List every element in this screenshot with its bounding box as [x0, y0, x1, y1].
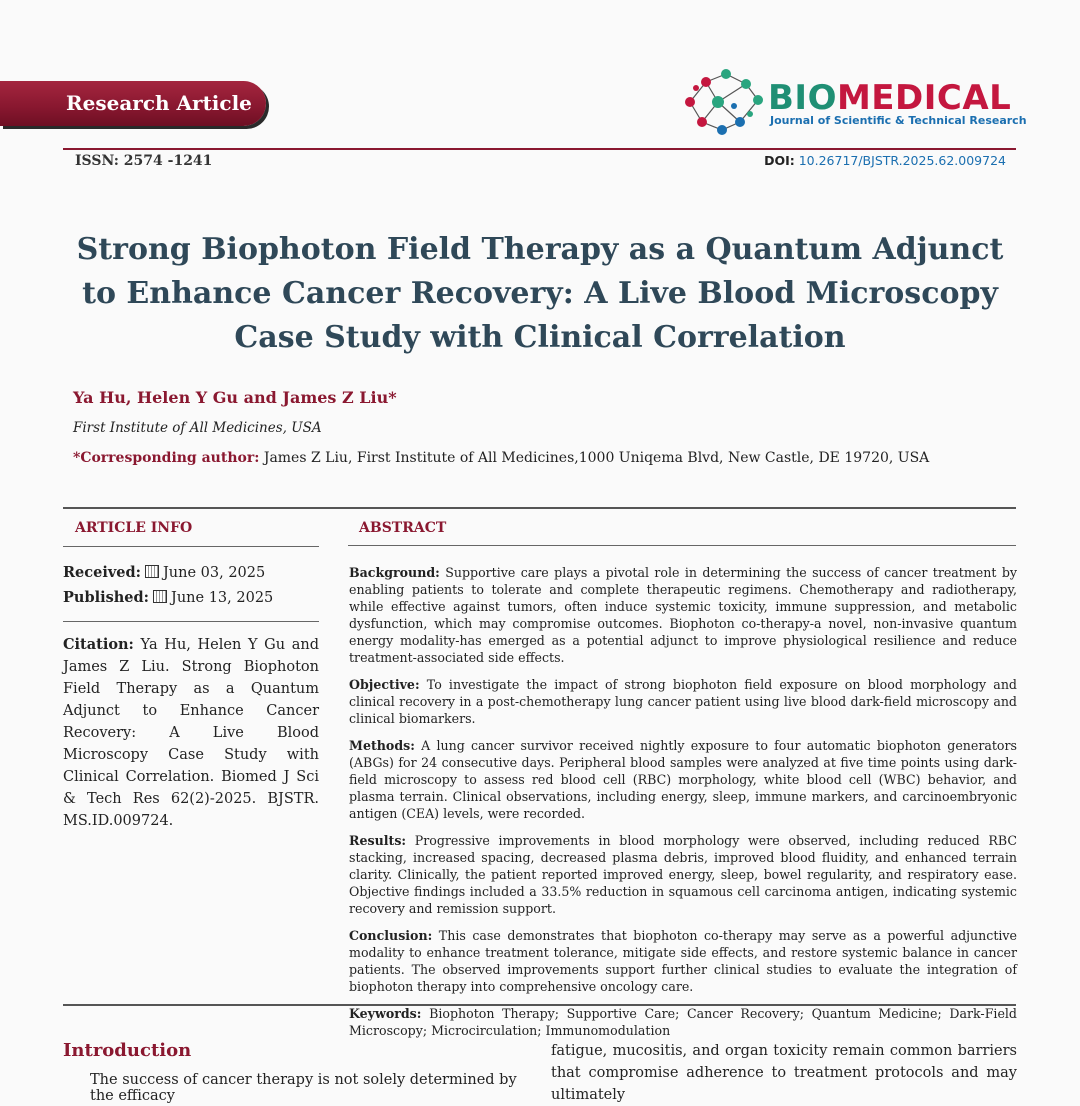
introduction-left-text: The success of cancer therapy is not solely determined by the efficacy	[90, 1072, 517, 1104]
abstract-background: Background: Supportive care plays a pivotal role in determining the success of cancer treatment by enabling patients to tolerate and complete therapeutic regimens. Chemotherapy and radiotherapy, while effective against tumors, often induce systemic toxicity, immune suppression, and metabolic dysfunction, which may compromise outcomes. Biophoton co-therapy-a novel, non-invasive quantum energy modality-has emerged as a potential adjunct to improve physiological resilience and reduce treatment-associated side effects.	[349, 565, 1017, 665]
journal-logo-subtitle: Journal of Scientific & Technical Research	[770, 114, 1027, 127]
abstract-results: Results: Progressive improvements in blood morphology were observed, including reduced RBC stacking, increased spacing, decreased plasma debris, improved blood fluidity, and enhanced terrain clarity. Clinically, the patient reported improved energy, sleep, bowel regularity, and respiratory ease. Objective findings included a 33.5% reduction in squamous cell carcinoma antigen, indicating systemic recovery and remission support.	[349, 833, 1017, 916]
received-date-row	[63, 564, 265, 581]
received-label: Received:	[63, 564, 141, 581]
abstract-conclusion: Conclusion: This case demonstrates that biophoton co-therapy may serve as a powerful adjunctive modality to enhance treatment tolerance, mitigate side effects, and restore systemic balance in cancer patients. The observed improvements support further clinical studies to evaluate the integration of biophoton therapy into comprehensive oncology care.	[349, 928, 1017, 994]
published-label: Published:	[63, 589, 150, 606]
article-type-badge	[0, 81, 266, 126]
published-date-row	[63, 589, 273, 606]
received-date: June 03, 2025	[162, 565, 266, 581]
abstract-body	[349, 564, 1017, 1049]
corresponding-text: James Z Liu, First Institute of All Medicines,1000 Uniqema Blvd, New Castle, DE 19720, USA	[259, 450, 930, 466]
affiliation: First Institute of All Medicines, USA	[73, 420, 322, 436]
introduction-heading: Introduction	[63, 1040, 192, 1061]
paper-title: Strong Biophoton Field Therapy as a Quantum Adjunct to Enhance Cancer Recovery: A Live Blood Microscopy Case Study with Clinical Correlation	[76, 232, 1004, 355]
article-info-divider	[63, 546, 319, 547]
calendar-icon	[145, 565, 159, 578]
journal-logo-wordmark: BIOMEDICAL	[768, 78, 1012, 118]
published-date: June 13, 2025	[171, 590, 274, 606]
citation-text: Ya Hu, Helen Y Gu and James Z Liu. Strong Biophoton Field Therapy as a Quantum Adjunct to Enhance Cancer Recovery: A Live Blood Microscopy Case Study with Clinical Correlation. Biomed J Sci & Tech Res 62(2)-2025. BJSTR. MS.ID.009724.	[63, 637, 319, 829]
authors: Ya Hu, Helen Y Gu and James Z Liu*	[73, 388, 397, 407]
abstract-bottom-divider	[63, 1004, 1016, 1006]
calendar-icon	[153, 590, 167, 603]
issn: ISSN: 2574 -1241	[75, 153, 213, 169]
citation-label: Citation:	[63, 636, 134, 653]
doi	[764, 153, 1006, 168]
abstract-keywords: Keywords: Biophoton Therapy; Supportive Care; Cancer Recovery; Quantum Medicine; Dark-Field Microscopy; Microcirculation; Immunomodulation	[349, 1006, 1017, 1038]
abstract-methods: Methods: A lung cancer survivor received nightly exposure to four automatic biophoton generators (ABGs) for 24 consecutive days. Peripheral blood samples were analyzed at five time points using dark-field microscopy to assess red blood cell (RBC) morphology, white blood cell (WBC) behavior, and plasma terrain. Clinical observations, including energy, sleep, immune markers, and carcinoembryonic antigen (CEA) levels, were recorded.	[349, 738, 1017, 821]
section-divider	[63, 507, 1016, 509]
header-divider	[63, 148, 1016, 150]
citation	[63, 634, 319, 832]
abstract-divider	[348, 545, 1016, 546]
introduction-right-text: fatigue, mucositis, and organ toxicity remain common barriers that compromise adherence to treatment protocols and may ultimately	[551, 1043, 1017, 1103]
abstract-heading: ABSTRACT	[359, 520, 447, 536]
doi-link[interactable]: 10.26717/BJSTR.2025.62.009724	[798, 153, 1006, 168]
article-type-label: Research Article	[66, 91, 252, 115]
abstract-objective: Objective: To investigate the impact of strong biophoton field exposure on blood morphology and clinical recovery in a post-chemotherapy lung cancer patient using live blood dark-field microscopy and clinical biomarkers.	[349, 677, 1017, 726]
corresponding-author	[73, 450, 929, 466]
article-info-divider-2	[63, 621, 319, 622]
corresponding-label: *Corresponding author:	[73, 450, 260, 466]
doi-label: DOI:	[764, 153, 795, 168]
article-info-heading: ARTICLE INFO	[75, 520, 193, 536]
